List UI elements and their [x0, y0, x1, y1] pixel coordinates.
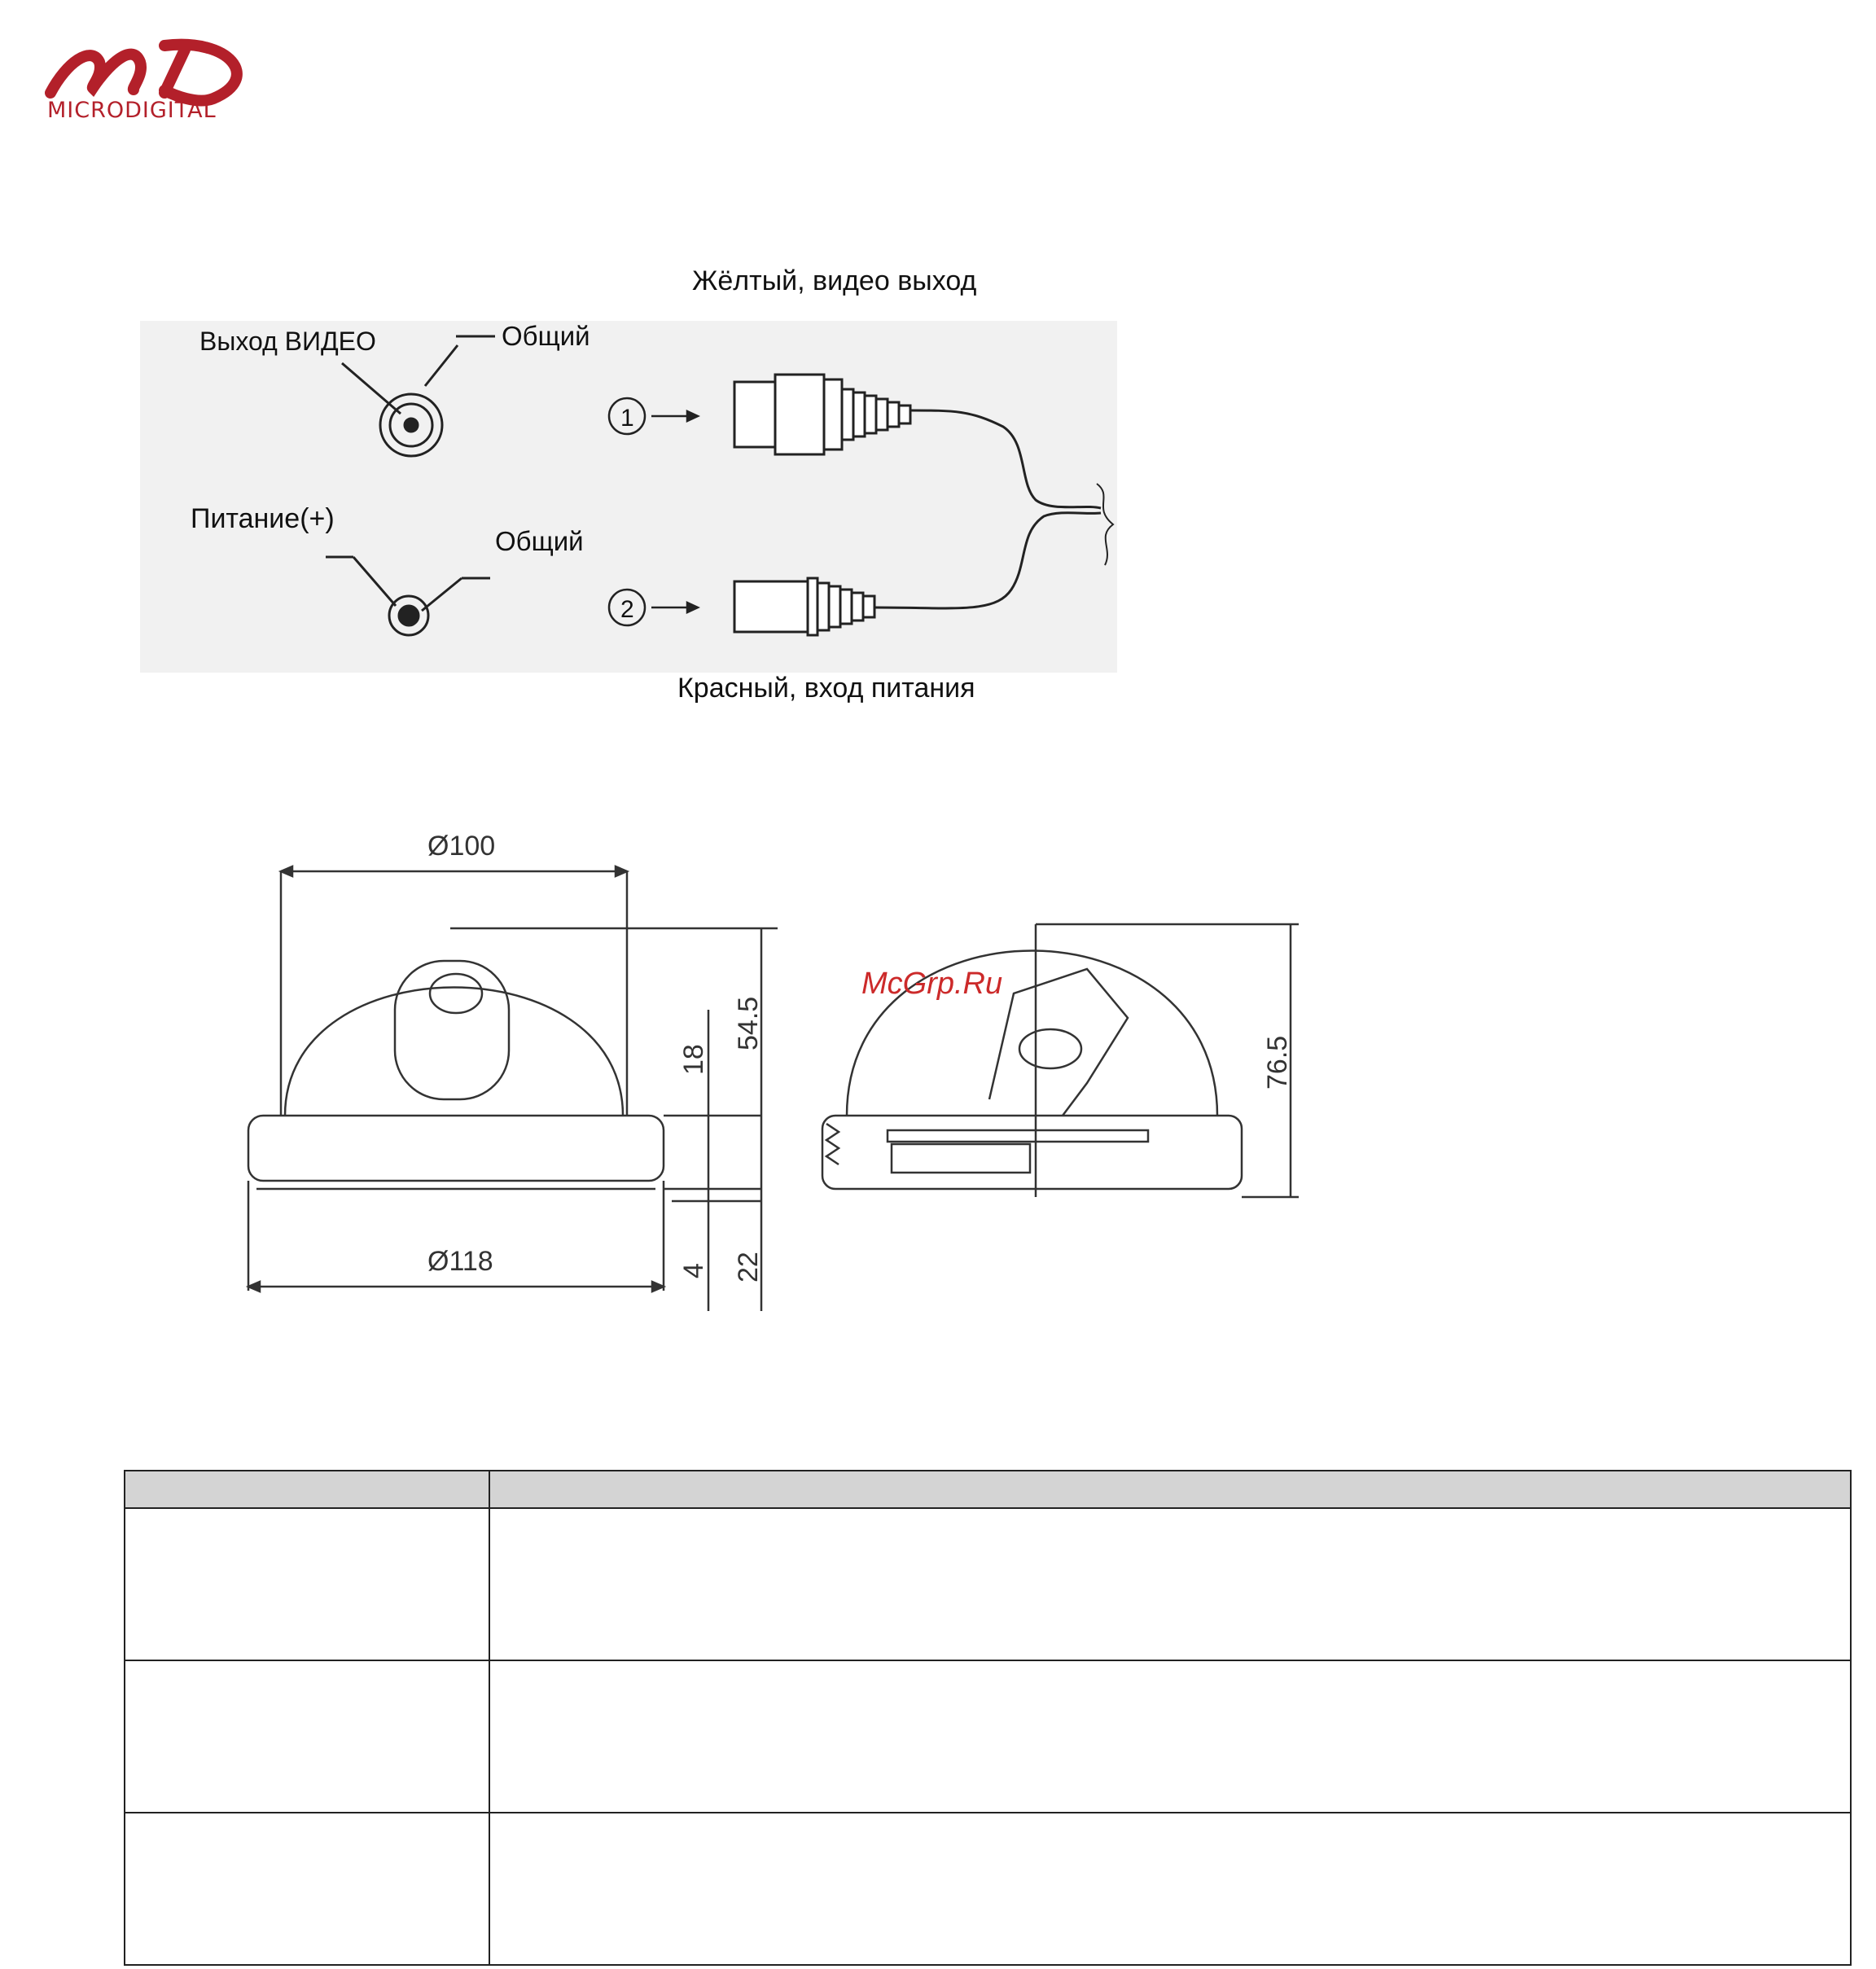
- table-row: [125, 1508, 1851, 1660]
- video-out-label: Выход ВИДЕО: [199, 327, 376, 356]
- table-header-row: [125, 1471, 1851, 1508]
- height-4-label: 4: [678, 1263, 709, 1278]
- table-row: [125, 1660, 1851, 1813]
- camera-dimension-drawing: [240, 831, 1323, 1335]
- logo-wordmark: MICRODIGITAL: [47, 98, 217, 123]
- marker-1: 1: [620, 405, 634, 432]
- height-54-5-label: 54.5: [733, 996, 764, 1050]
- height-18-label: 18: [678, 1044, 709, 1075]
- table-header-cell: [125, 1471, 489, 1508]
- height-76-5-label: 76.5: [1262, 1035, 1293, 1090]
- height-22-label: 22: [733, 1252, 764, 1283]
- table-cell: [125, 1813, 489, 1965]
- table-cell: [125, 1660, 489, 1813]
- connection-diagram: [140, 321, 1117, 673]
- diameter-100-label: Ø100: [427, 831, 496, 862]
- red-power-input-caption: Красный, вход питания: [677, 673, 975, 704]
- common-label-1: Общий: [502, 321, 590, 351]
- yellow-video-output-caption: Жёлтый, видео выход: [692, 265, 977, 296]
- table-cell: [489, 1508, 1851, 1660]
- table-cell: [125, 1508, 489, 1660]
- power-plus-label: Питание(+): [191, 503, 335, 534]
- table-header-cell: [489, 1471, 1851, 1508]
- common-label-2: Общий: [495, 526, 584, 556]
- marker-2: 2: [620, 596, 634, 623]
- table-cell: [489, 1660, 1851, 1813]
- diameter-118-label: Ø118: [427, 1246, 493, 1277]
- table-row: [125, 1813, 1851, 1965]
- table-cell: [489, 1813, 1851, 1965]
- spec-table: [124, 1470, 1852, 1966]
- watermark: McGrp.Ru: [861, 967, 1003, 1001]
